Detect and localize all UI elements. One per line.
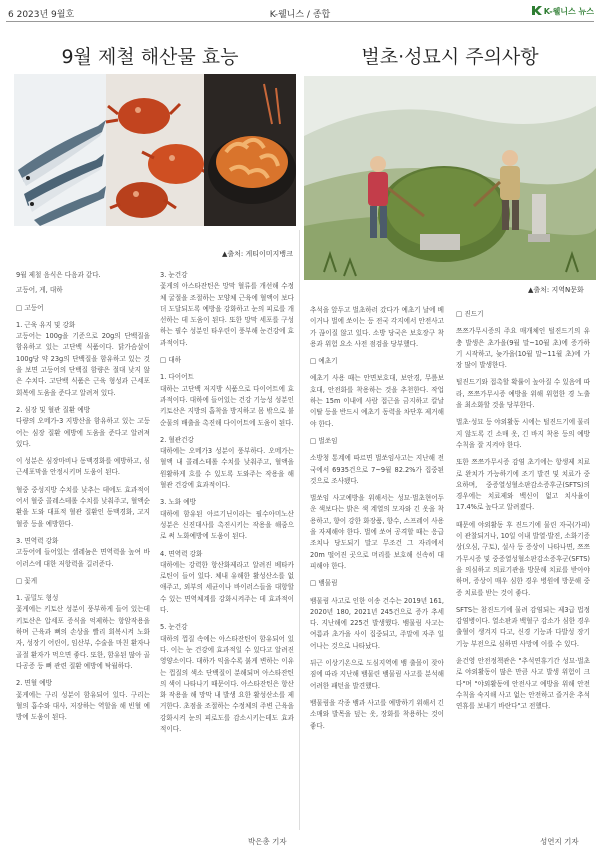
numbered-heading: 1. 골밀도 형성	[16, 594, 59, 603]
paragraph: 때문에 야외활동 후 진드기에 물린 자국(가피)이 관찰되거나, 10일 이내 발열·발진, 소화기증상(오심, 구토), 설사 등 증상이 나타나면, 쯔쯔가무시증 및 중증열성혈소판감소증후군(SFTS)을 의심하고 의료기관을 방문해 치료를 받아야 하며, 증상이 매우 심한 경우 병원에 방문해 중증 치료를 받는 것이 좋다.	[456, 520, 590, 597]
numbered-heading: 2. 혈관건강	[160, 435, 194, 444]
paragraph: 다량의 오메가-3 지방산을 함유하고 있는 고등어는 심장 질환 예방에 도움을 준다고 알려져 있다.	[16, 417, 150, 448]
numbered-heading: 2. 심장 및 혈관 질환 예방	[16, 405, 91, 414]
paragraph: 벌초·성묘 등 야외활동 시에는 털진드기에 물리지 않도록 긴 소매 옷, 긴 바지 착용 등의 예방수칙을 잘 지켜야 한다.	[456, 418, 590, 449]
subheading-crab: □ 꽃게	[16, 576, 38, 585]
paragraph: 쯔쯔가무시증의 주요 매개체인 털진드기의 유충 발생은 초가을(9월 말~10월 초)에 증가하기 시작하고, 늦가을(10월 말~11월 초)에 가장 많이 발생한다.	[456, 327, 590, 370]
paragraph: 고등어, 게, 대하	[16, 286, 63, 295]
left-photo-credit: ▲출처: 게티이미지뱅크	[222, 250, 293, 258]
paragraph: 또한 쯔쯔가무시증 감염 초기에는 항생제 치료로 완치가 가능하기에 조기 발견 및 치료가 중요하며, 중증열성혈소판감소증후군(SFTS)의 경우에는 치료제와 백신이 없고 치사율이 17.4%로 높다고 알려졌다.	[456, 458, 590, 512]
k-wellness-logo-icon	[532, 6, 542, 15]
paragraph: 털진드기와 접촉할 확률이 높아질 수 있음에 따라, 쯔쯔가무시증 예방을 위해 위험한 경 노출을 최소화할 것을 당부한다.	[456, 378, 590, 410]
shrimp-image	[204, 74, 296, 226]
subheading-mackerel: □ 고등어	[16, 303, 44, 312]
paragraph: 대하의 껍질 속에는 아스타잔틴이 함유되어 있다. 이는 눈 건강에 효과적일 수 있다고 알려진 영양소이다. 대하가 익을수록 붉게 변하는 이유는 껍질의 색소 단백질이 분해되며 아스타잔틴의 색이 나타나기 때문이다. 아스타잔틴은 항산화 작용을 해 망막 내 발생 요한 활성산소를 제거한다. 초점을 조절하는 수정체의 주변 근육을 강화시켜 눈의 피로도를 감소시키는데도 효과적이다.	[160, 634, 294, 733]
subheading-snake-bite: □ 뱀물림	[310, 579, 338, 588]
numbered-heading: 5. 눈건강	[160, 623, 188, 632]
right-byline: 성연지 기자	[540, 837, 579, 846]
numbered-heading: 2. 면혈 예방	[16, 679, 52, 688]
left-article-column-2	[160, 270, 294, 830]
right-article-title: 벌초·성묘시 주의사항	[361, 46, 539, 68]
paragraph: 혈중 중성지방 수치를 낮추는 데에도 효과적이어서 혈중 콜레스테롤 수치를 낮춰주고, 혈액순환을 도와 대표적 혈관 질환인 동맥경화, 고지혈증 등을 예방한다.	[16, 485, 150, 528]
paragraph: 고등어에 들어있는 셀레늄은 면역력을 높여 바이러스에 대한 저항력을 길러준다.	[16, 548, 150, 568]
paragraph: 고등어는 100g을 기준으로 20g의 단백질을 함유하고 있는 고단백 식품이다. 닭가슴살이 100g당 약 23g의 단백질을 함유하고 있는 것을 보면 고등어의 단백질 함량은 절대 낮지 않은 수치다. 고단백 식품은 근육 형성과 근세포 회복에 도움을 준다고 알려져 있다.	[16, 332, 150, 397]
subheading-bee-sting: □ 벌쏘임	[310, 436, 338, 445]
publication-logo	[532, 6, 594, 17]
grave-visit-illustration	[304, 76, 596, 280]
paragraph: 뱀물림 사고로 인한 이송 건수는 2019년 161, 2020년 180, 2021년 245건으로 증가 추세다. 지난해에 225건 발생했다. 뱀물림 사고는 여름과 초가을 사이 집중되고, 주말에 자주 일어나는 것으로 나타났다.	[310, 596, 444, 650]
header-divider	[6, 21, 594, 22]
numbered-heading: 3. 노화 예방	[160, 498, 196, 507]
paragraph: 뱀물림을 각종 뱀과 사고를 예방하기 위해서 긴 소매와 발목을 덮는 옷, 장화를 착용하는 것이 좋다.	[310, 698, 444, 730]
crab-image	[106, 74, 212, 226]
left-byline: 박은총 기자	[248, 837, 287, 846]
paragraph: 소방청 통계에 따르면 벌쏘임사고는 지난해 전국에서 6935건으로 7~9월 82.2%가 집중된 것으로 조사됐다.	[310, 454, 444, 485]
paragraph: 벌쏘임 사고예방을 위해서는 성묘·벌초현어두운 색보다는 밝은 색 계열의 모자와 긴 옷을 착용하고, 향이 강한 화장품, 향수, 스프레이 사용을 자제해야 한다. 벌에 쏘여 공격할 때는 응급조치나 당도되기 말고 무조건 그 자리에서 20m 떨어진 곳으로 머리를 보호해 신속히 대피해야 한다.	[310, 494, 444, 570]
paragraph: 대하에는 강력한 항산화제라고 알려진 베타카로틴이 들어 있다. 체내 유해한 활성산소를 없애주고, 외부의 세균이나 바이러스들을 대항할 수 있는 면역체계를 강화시켜주는 데 효과적이다.	[160, 560, 294, 615]
section-name: K-웰니스 / 종합	[269, 10, 331, 20]
paragraph: 대하에 함유된 아르기닌이라는 필수아미노산 성분은 신진대사를 촉진시키는 작용을 해줌으로 써 노화예방에 도움이 된다.	[160, 509, 294, 541]
right-article-column-1	[310, 305, 444, 830]
numbered-heading: 3. 면역력 강화	[16, 536, 59, 545]
page-header	[0, 0, 600, 22]
paragraph: 꽃게의 아스타잔틴은 망막 혈류를 개선해 수정체 굴절을 조절하는 모양체 근육에 혈액이 보다 더 도달되도록 예방을 강화하고 눈의 피로를 개선하는 데 도움이 된다. 또한 망막 세포를 구성하는 필수 성분인 타우린이 풍부해 눈건강에 효과적이다.	[160, 282, 294, 347]
mackerel-image	[14, 74, 106, 226]
paragraph: 9월 제철 음식은 다음과 같다.	[16, 271, 101, 279]
numbered-heading: 1. 근육 유지 및 강화	[16, 320, 76, 329]
numbered-heading: 4. 면역력 강화	[160, 549, 203, 558]
left-article-column-1	[16, 270, 150, 830]
subheading-shrimp: □ 대하	[160, 356, 182, 365]
paragraph: 뒤근 이상기온으로 도심지역에 뱀 출몰이 잦아짐에 따라 지난해 뱀물린 뱀물림 사고를 분석해 어려한 패턴을 발견했다.	[310, 659, 444, 690]
subheading-trimmer: □ 예초기	[310, 357, 338, 366]
paragraph: SFTS는 참진드기에 물려 감염되는 제3급 법정감염병이다. 열소판과 백혈구 감소가 심한 경우 출혈이 생겨지 다고, 신경 기능과 다발성 장기 기능 부전으로 심하면 사망에 이를 수 있다.	[456, 605, 590, 648]
numbered-heading: 1. 다이어트	[160, 373, 194, 382]
right-image-credit: ▲출처: 지역N문화	[528, 286, 584, 294]
logo-text: K-웰니스 뉴스	[543, 7, 594, 16]
column-divider	[299, 230, 300, 830]
right-article-column-2	[456, 305, 590, 830]
numbered-heading: 3. 눈건강	[160, 271, 188, 279]
paragraph: 대하는 고단백 저지방 식품으로 다이어트에 효과적이다. 대하에 들어있는 건강 기능성 성분인 키토산은 지방의 흡착을 방지하고 몸 밖으로 불순물의 배출을 촉진해 다이어트에 도움이 된다.	[160, 384, 294, 427]
paragraph: 이 성분은 심장마비나 동맥경화를 예방하고, 심근세포막을 안정시키며 도움이 된다.	[16, 457, 150, 477]
page-number-date: 6 2023년 9월호	[8, 10, 75, 20]
paragraph: 대하에는 오메가3 성분이 풍부하다. 오메가는 혈액 내 콜레스테롤 수치를 낮춰주고, 혈액을 원활하게 흐를 수 있도록 도와주는 작용을 해 혈관 건강에 효과적이다.	[160, 447, 294, 490]
paragraph: 추석을 앞두고 벌초하러 갔다가 예초기 날에 베이거나 벌에 쏘이는 등 전국 각지에서 안전사고가 끊이질 않고 있다. 소방 당국은 보호장구 착용과 위험 요소 사전 점검을 당부했다.	[310, 306, 444, 348]
paragraph: 예초기 사용 때는 안면보호대, 보안경, 무릎보호대, 안전화를 착용하는 것을 추천한다. 작업하는 15m 이내에 사람 접근을 금지하고 칼날 이탈 등을 반드시 예초기 동력을 차단후 제거해야 한다.	[310, 374, 444, 428]
paragraph: 꽃게에는 키토산 성분이 풍부하게 들어 있는데 키토산은 압세포 증식을 억제하는 항암작용을 하며 근육과 뼈의 손상을 빨리 회복시켜 노화자, 성장기 어린이, 임산부, 수술을 마친 환자나 골절 환자가 먹으면 좋다. 또한, 함유된 많아 골다공증 등 뼈 관련 질환 예방에 탁월하다.	[16, 605, 150, 670]
subheading-tick: □ 진드기	[456, 310, 484, 318]
paragraph: 꽃게에는 구리 성분이 함유되어 있다. 구리는 혈의 흡수와 대사, 저장하는 역할을 해 빈혈 예방에 도움이 된다.	[16, 690, 150, 722]
seafood-photo	[14, 74, 296, 226]
left-article-title: 9월 제철 해산물 효능	[61, 46, 239, 68]
paragraph: 윤건영 안전정책관은 "추석연휴기간 성묘·벌초로 야외활동이 많은 만큼 사고 발생 위험이 크다"며 "야외활동에 안전사고 예방을 위해 안전수칙을 숙지해 사고 없는 안전하고 즐거운 추석연휴를 보내기 바란다"고 전했다.	[456, 657, 590, 711]
